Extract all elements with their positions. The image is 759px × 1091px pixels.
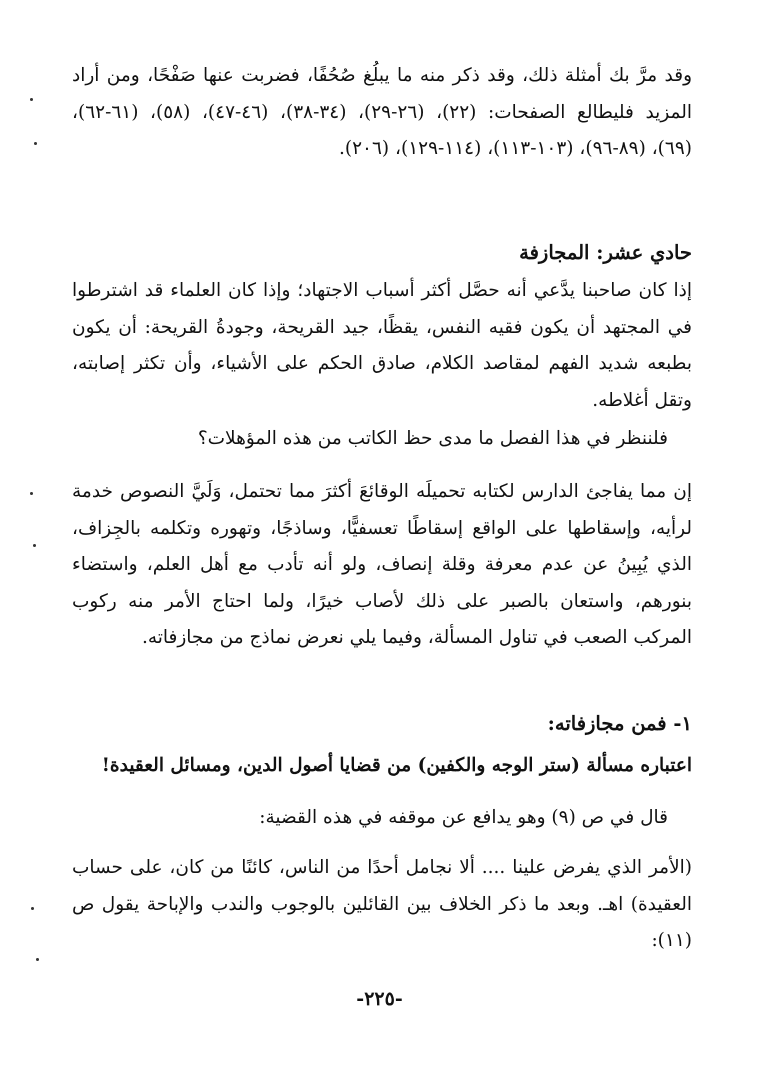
- margin-mark: [36, 958, 39, 961]
- paragraph-quote: (الأمر الذي يفرض علينا .... ألا نجامل أحدًا من الناس، كائنًا من كان، على حساب العقيدة) اهـ. وبعد ما ذكر الخلاف بين القائلين بالوجوب والندب والإباحة يقول ص (١١):: [72, 857, 692, 952]
- margin-mark: [33, 544, 36, 547]
- page-number: -٢٢٥-: [356, 988, 403, 1010]
- paragraph-question: فلننظر في هذا الفصل ما مدى حظ الكاتب من هذه المؤهلات؟: [197, 428, 668, 449]
- paragraph-overview: إن مما يفاجئ الدارس لكتابه تحميلَه الوقائعَ أكثرَ مما تحتمل، وَلَيَّ النصوص خدمة لرأيه، وإسقاطها على الواقع إسقاطًا تعسفيًّا، وساذجًا، وتهوره وتكلمه بالجِزاف، الذي يُبِينُ عن عدم معرفة وقلة إنصاف، ولو أنه تأدب مع أهل العلم، واستضاء بنورهم، واستعان بالصبر على ذلك لأصاب خيرًا، ولما احتاج الأمر منه ركوب المركب الصعب في تناول المسألة، وفيما يلي نعرض نماذج من مجازفاته.: [72, 481, 692, 649]
- margin-mark: [30, 98, 33, 101]
- paragraph-qualifications: إذا كان صاحبنا يدَّعي أنه حصَّل أكثر أسباب الاجتهاد؛ وإذا كان العلماء قد اشترطوا في المجتهد أن يكون فقيه النفس، يقظًا، جيد القريحة، وجودةُ القريحة: أن يكون بطبعه شديد الفهم لمقاصد الكلام، صادق الحكم على الأشياء، وأن تكثر إصابته، وتقل أغلاطه.: [72, 280, 692, 411]
- margin-mark: [31, 907, 34, 910]
- subheading-example-1: ١- فمن مجازفاته:: [547, 712, 692, 735]
- margin-mark: [30, 492, 33, 495]
- margin-mark: [34, 142, 37, 145]
- paragraph-citation: قال في ص (٩) وهو يدافع عن موقفه في هذه القضية:: [259, 807, 668, 828]
- intro-paragraph: وقد مرَّ بك أمثلة ذلك، وقد ذكر منه ما يبلُغ صُحُفًا، فضربت عنها صَفْحًا، ومن أراد المزيد فليطالع الصفحات: (٢٢)، (٢٦-٢٩)، (٣٤-٣٨)، (٤٦-٤٧)، (٥٨)، (٦١-٦٢)، (٦٩)، (٨٩-٩٦)، (١٠٣-١١٣)، (١١٤-١٢٩)، (٢٠٦).: [72, 65, 693, 160]
- section-heading: حادي عشر: المجازفة: [519, 241, 692, 264]
- bold-statement: اعتباره مسألة (ستر الوجه والكفين) من قضايا أصول الدين، ومسائل العقيدة!: [101, 755, 692, 776]
